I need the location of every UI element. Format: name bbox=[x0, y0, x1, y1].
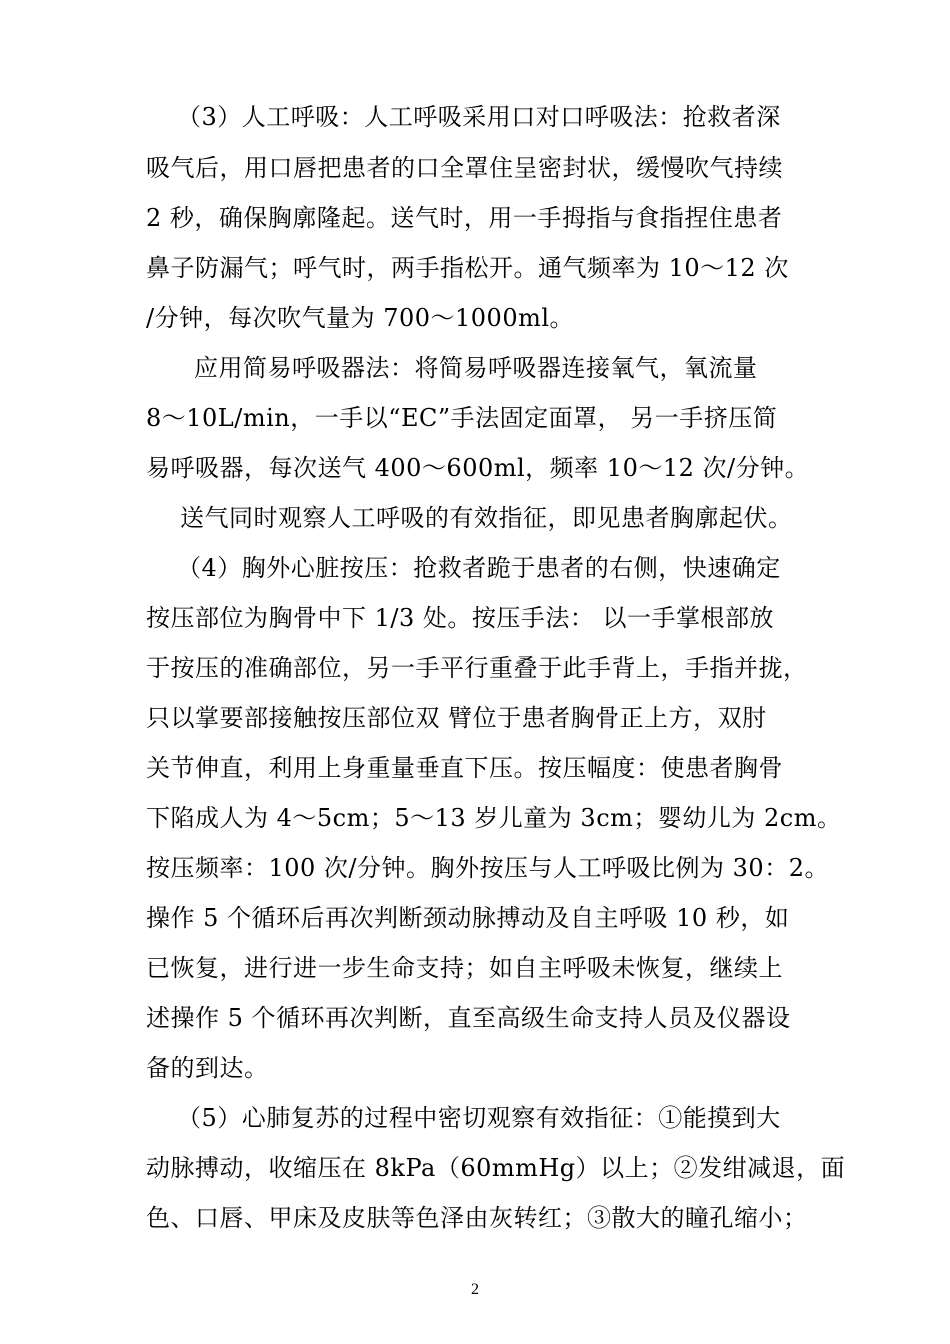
text-line: （3）人工呼吸：人工呼吸采用口对口呼吸法：抢救者深 bbox=[177, 103, 781, 131]
text-line: 色、口唇、甲床及皮肤等色泽由灰转红；③散大的瞳孔缩小； bbox=[146, 1204, 808, 1232]
text-line: 于按压的准确部位，另一手平行重叠于此手背上，手指并拢， bbox=[146, 654, 808, 682]
text-line: 送气同时观察人工呼吸的有效指征，即见患者胸廓起伏。 bbox=[180, 504, 793, 532]
text-line: 操作 5 个循环后再次判断颈动脉搏动及自主呼吸 10 秒，如 bbox=[146, 904, 790, 932]
text-line: 鼻子防漏气；呼气时，两手指松开。通气频率为 10～12 次 bbox=[146, 254, 789, 282]
text-line: /分钟，每次吹气量为 700～1000ml。 bbox=[146, 304, 575, 332]
text-line: 易呼吸器，每次送气 400～600ml，频率 10～12 次/分钟。 bbox=[146, 454, 810, 482]
text-line: （4）胸外心脏按压：抢救者跪于患者的右侧，快速确定 bbox=[177, 554, 781, 582]
text-line: 只以掌要部接触按压部位双 臂位于患者胸骨正上方，双肘 bbox=[146, 704, 767, 732]
text-line: （5）心肺复苏的过程中密切观察有效指征：①能摸到大 bbox=[177, 1104, 781, 1132]
text-line: 关节伸直，利用上身重量垂直下压。按压幅度：使患者胸骨 bbox=[146, 754, 783, 782]
page-number: 2 bbox=[471, 1281, 479, 1298]
text-line: 应用简易呼吸器法：将简易呼吸器连接氧气，氧流量 bbox=[194, 354, 758, 382]
text-line: 述操作 5 个循环再次判断，直至高级生命支持人员及仪器设 bbox=[146, 1004, 791, 1032]
text-line: 按压频率：100 次/分钟。胸外按压与人工呼吸比例为 30：2。 bbox=[146, 854, 829, 882]
text-line: 已恢复，进行进一步生命支持；如自主呼吸未恢复，继续上 bbox=[146, 954, 783, 982]
text-line: 按压部位为胸骨中下 1/3 处。按压手法： 以一手掌根部放 bbox=[146, 604, 775, 632]
text-line: 备的到达。 bbox=[146, 1054, 269, 1082]
text-line: 吸气后，用口唇把患者的口全罩住呈密封状，缓慢吹气持续 bbox=[146, 154, 783, 182]
text-line: 8～10L/min，一手以“EC”手法固定面罩， 另一手挤压简 bbox=[146, 404, 778, 432]
text-line: 动脉搏动，收缩压在 8kPa（60mmHg）以上；②发绀减退，面 bbox=[146, 1154, 846, 1182]
text-line: 下陷成人为 4～5cm；5～13 岁儿童为 3cm；婴幼儿为 2cm。 bbox=[146, 804, 842, 832]
text-line: 2 秒，确保胸廓隆起。送气时，用一手拇指与食指捏住患者 bbox=[146, 204, 783, 232]
